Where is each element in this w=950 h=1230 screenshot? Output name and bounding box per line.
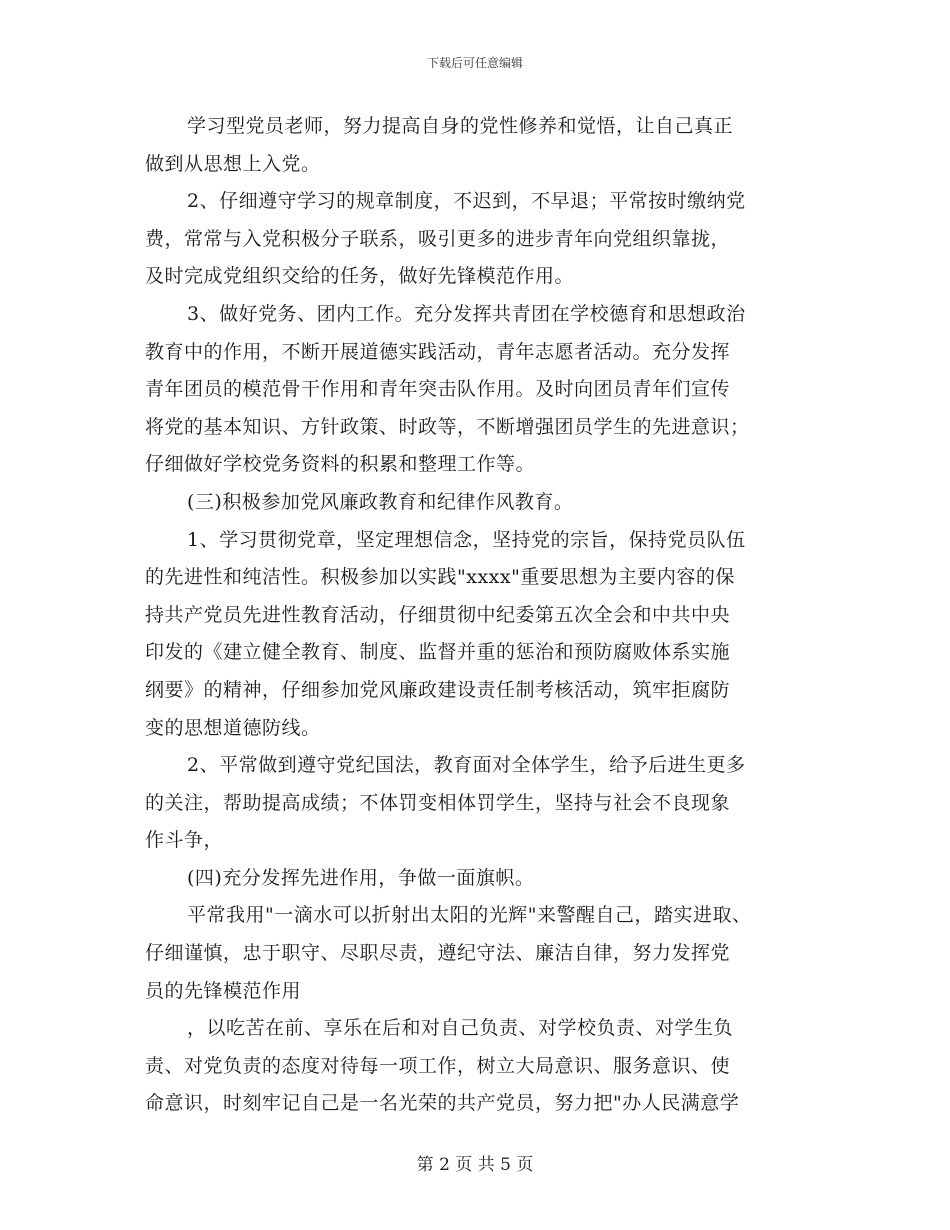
text-line: 2、平常做到遵守党纪国法，教育面对全体学生，给予后进生更多 bbox=[187, 754, 746, 777]
text-line: 仔细谨慎，忠于职守、尽职尽责，遵纪守法、廉洁自律，努力发挥党 bbox=[145, 942, 731, 965]
text-line: 变的思想道德防线。 bbox=[145, 716, 321, 739]
text-line: 作斗争， bbox=[145, 829, 224, 852]
text-line: 费，常常与入党积极分子联系，吸引更多的进步青年向党组织靠拢， bbox=[145, 227, 731, 250]
text-line: 的关注，帮助提高成绩；不体罚变相体罚学生，坚持与社会不良现象 bbox=[145, 791, 731, 814]
text-line: 及时完成党组织交给的任务，做好先锋模范作用。 bbox=[145, 265, 575, 288]
text-line: 仔细做好学校党务资料的积累和整理工作等。 bbox=[145, 453, 536, 476]
section-heading: (三)积极参加党风廉政教育和纪律作风教育。 bbox=[187, 490, 574, 513]
text-line: ，以吃苦在前、享乐在后和对自己负责、对学校负责、对学生负 bbox=[187, 1017, 734, 1040]
text-line: 命意识，时刻牢记自己是一名光荣的共产党员，努力把"办人民满意学 bbox=[145, 1092, 740, 1115]
text-line: 平常我用"一滴水可以折射出太阳的光辉"来警醒自己，踏实进取、 bbox=[187, 904, 752, 927]
text-line: 3、做好党务、团内工作。充分发挥共青团在学校德育和思想政治 bbox=[187, 302, 746, 325]
page-number-footer: 第 2 页 共 5 页 bbox=[416, 1155, 534, 1175]
document-body bbox=[145, 108, 810, 1123]
text-line: 做到从思想上入党。 bbox=[145, 152, 321, 175]
page-header: 下载后可任意编辑 bbox=[426, 56, 523, 70]
text-line: 教育中的作用，不断开展道德实践活动，青年志愿者活动。充分发挥 bbox=[145, 340, 731, 363]
text-line: 持共产党员先进性教育活动，仔细贯彻中纪委第五次全会和中共中央 bbox=[145, 603, 731, 626]
section-heading: (四)充分发挥先进作用，争做一面旗帜。 bbox=[187, 866, 535, 889]
text-line: 2、仔细遵守学习的规章制度，不迟到，不早退；平常按时缴纳党 bbox=[187, 190, 746, 213]
text-line: 学习型党员老师，努力提高自身的党性修养和觉悟，让自己真正 bbox=[187, 115, 734, 137]
text-line: 将党的基本知识、方针政策、时政等，不断增强团员学生的先进意识； bbox=[145, 415, 750, 438]
text-line: 1、学习贯彻党章，坚定理想信念，坚持党的宗旨，保持党员队伍 bbox=[187, 528, 746, 551]
text-line: 的先进性和纯洁性。积极参加以实践"xxxx"重要思想为主要内容的保 bbox=[145, 566, 735, 589]
text-line: 印发的《建立健全教育、制度、监督并重的惩治和预防腐败体系实施 bbox=[145, 641, 731, 664]
text-line: 青年团员的模范骨干作用和青年突击队作用。及时向团员青年们宣传 bbox=[145, 378, 731, 401]
text-line: 员的先锋模范作用 bbox=[145, 979, 302, 1002]
text-line: 责、对党负责的态度对待每一项工作，树立大局意识、服务意识、使 bbox=[145, 1054, 731, 1077]
text-line: 纲要》的精神，仔细参加党风廉政建设责任制考核活动，筑牢拒腐防 bbox=[145, 678, 731, 701]
